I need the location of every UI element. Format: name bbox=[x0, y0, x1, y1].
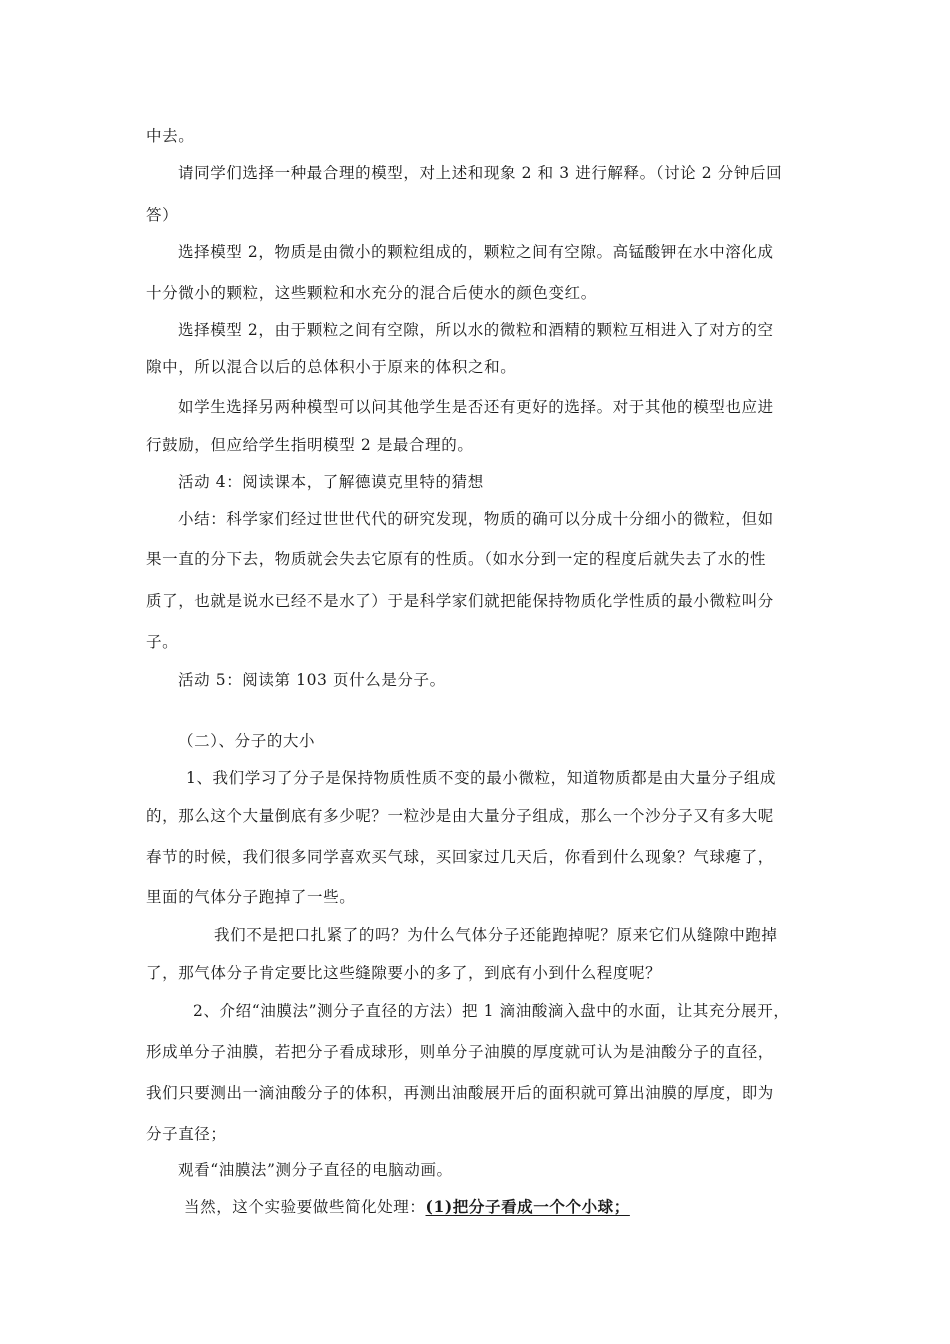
paragraph-line: 春节的时候，我们很多同学喜欢买气球，买回家过几天后，你看到什么现象？气球瘪了， bbox=[146, 848, 774, 866]
summary-line: 小结：科学家们经过世世代代的研究发现，物质的确可以分成十分细小的微粒，但如 bbox=[178, 510, 774, 528]
paragraph-line: 行鼓励，但应给学生指明模型 2 是最合理的。 bbox=[146, 436, 474, 454]
paragraph-line: 了，那气体分子肯定要比这些缝隙要小的多了，到底有小到什么程度呢？ bbox=[146, 964, 662, 982]
paragraph-line: 1、我们学习了分子是保持物质性质不变的最小微粒，知道物质都是由大量分子组成 bbox=[186, 769, 777, 787]
paragraph-line: 观看“油膜法”测分子直径的电脑动画。 bbox=[178, 1161, 453, 1179]
last-line-prefix: 当然，这个实验要做些简化处理： bbox=[184, 1198, 426, 1216]
paragraph-line: 中去。 bbox=[146, 127, 195, 145]
paragraph-line: 选择模型 2，由于颗粒之间有空隙，所以水的微粒和酒精的颗粒互相进入了对方的空 bbox=[178, 321, 774, 339]
paragraph-line: 选择模型 2，物质是由微小的颗粒组成的，颗粒之间有空隙。高锰酸钾在水中溶化成 bbox=[178, 243, 774, 261]
section-heading: （二）、分子的大小 bbox=[178, 732, 316, 750]
activity-heading: 活动 4：阅读课本，了解德谟克里特的猜想 bbox=[178, 473, 484, 491]
paragraph-line: 分子直径； bbox=[146, 1125, 227, 1143]
paragraph-line: 2、介绍“油膜法”测分子直径的方法）把 1 滴油酸滴入盘中的水面，让其充分展开， bbox=[193, 1002, 790, 1020]
paragraph-line: 我们只要测出一滴油酸分子的体积，再测出油酸展开后的面积就可算出油膜的厚度，即为 bbox=[146, 1084, 774, 1102]
paragraph-line: 里面的气体分子跑掉了一些。 bbox=[146, 888, 356, 906]
paragraph-line: 形成单分子油膜，若把分子看成球形，则单分子油膜的厚度就可认为是油酸分子的直径， bbox=[146, 1043, 774, 1061]
underlined-emphasis: (1)把分子看成一个个小球； bbox=[425, 1197, 630, 1216]
paragraph-line: 请同学们选择一种最合理的模型，对上述和现象 2 和 3 进行解释。（讨论 2 分钟后回 bbox=[178, 164, 783, 182]
paragraph-line: 的，那么这个大量倒底有多少呢？一粒沙是由大量分子组成，那么一个沙分子又有多大呢 bbox=[146, 807, 774, 825]
activity-heading: 活动 5：阅读第 103 页什么是分子。 bbox=[178, 671, 446, 689]
paragraph-line: 答） bbox=[146, 206, 179, 224]
paragraph-line: 十分微小的颗粒，这些颗粒和水充分的混合后使水的颜色变红。 bbox=[146, 284, 597, 302]
paragraph-line: 我们不是把口扎紧了的吗？为什么气体分子还能跑掉呢？原来它们从缝隙中跑掉 bbox=[214, 926, 778, 944]
paragraph-line: 隙中，所以混合以后的总体积小于原来的体积之和。 bbox=[146, 358, 517, 376]
paragraph-line bbox=[184, 1197, 630, 1217]
paragraph-line: 质了，也就是说水已经不是水了）于是科学家们就把能保持物质化学性质的最小微粒叫分 bbox=[146, 592, 774, 610]
paragraph-line: 如学生选择另两种模型可以问其他学生是否还有更好的选择。对于其他的模型也应进 bbox=[178, 398, 774, 416]
paragraph-line: 子。 bbox=[146, 633, 179, 651]
paragraph-line: 果一直的分下去，物质就会失去它原有的性质。（如水分到一定的程度后就失去了水的性 bbox=[146, 550, 767, 568]
